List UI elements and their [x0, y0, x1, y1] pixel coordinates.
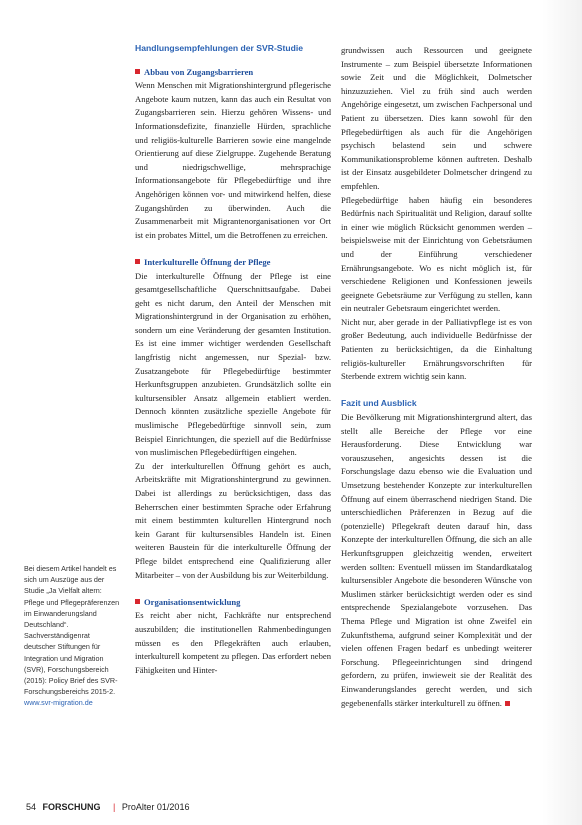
subsection-heading — [135, 66, 331, 80]
subsection-heading — [135, 596, 331, 610]
heading-bullet-icon — [135, 259, 140, 264]
footer-magazine: ProAlter 01/2016 — [121, 802, 190, 812]
source-link[interactable]: www.svr-migration.de — [24, 698, 93, 708]
body-paragraph — [135, 609, 331, 677]
body-paragraph-text: Die interkulturelle Öffnung der Pflege ist eine gesamtgesellschaftliche Querschnittsaufgabe. Dabei geht es nicht darum, den Anteil der Menschen mit Migrationshintergrund in der Organisation zu erhöhen, sondern um eine Veränderung der gesamten Institution. Es ist eine immer wichtiger werdenden Gesellschaft langfristig nicht angemessen, nur Spezial- bzw. Zusatzangebote für Pflegebedürftige bestimmter Herkunftsgruppen anzubieten. Grundsätzlich sollte ein kultursensibler Ansatz allgemein etabliert werden. Dennoch könnten zusätzliche spezielle Angebote für muslimische Pflegebedürftige sinnvoll sein, zum Beispiel Einrichtungen, die speziell auf die Bedürfnisse von muslimischen Pflegebedürftigen eingehen. — [135, 270, 331, 458]
body-paragraph-text: grundwissen auch Ressourcen und geeignete Instrumente – zum Beispiel übersetzte Informationen sowie Zeit und die Möglichkeit, Dolmetscher hinzuzuziehen. Viel zu früh sind auch werden Angehörige eingesetzt, um zwischen Fachpersonal und Patient zu übersetzen. Dies kann sowohl für den Pflegebedürftigen als auch für die Angehörigen psychisch belastend sein und schwere Kommunikationsprobleme können auftreten. Deshalb ist der Einsatz ausgebildeter Dolmetscher dringend zu empfehlen. — [341, 45, 532, 191]
body-paragraph-text: Wenn Menschen mit Migrationshintergrund pflegerische Angebote kaum nutzen, kann das auch ein Resultat von Zugangsbarrieren sein. Hierzu gehören Wissens- und Informationsdefizite, finanzielle Hürden, sprachliche und religiös-kulturelle Barrieren sowie eine mangelnde Orientierung auf diese Zielgruppe. Zugehende Beratung und niedrigschwellige, mehrsprachige Informationsangebote für Pflegebedürftige und ihre Angehörigen können vor- und mitwirkend helfen, diese Zugangshürden zu überwinden. Auch die Zusammenarbeit mit Migrantenorganisationen vor Ort ist ein probates Mittel, um die Betroffenen zu erreichen. — [135, 80, 331, 240]
body-paragraph-text: Die Bevölkerung mit Migrationshintergrund altert, das stellt alle Bereiche der Pflege vor eine Herausforderung. Diese Entwicklung war vorauszusehen, angesichts dessen ist die Forschungslage dazu ebenso wie die Evaluation und Umsetzung bestehender Konzepte zur interkulturellen Öffnung auf einem überraschend niedrigen Stand. Die unterschiedlichen Präferenzen in Bezug auf die (potenzielle) Pflegekraft deuten darauf hin, dass Konzepte der interkulturellen Öffnung, die sich an alle Herkunftsgruppen gleichzeitig wenden, erweitert werden sollten: Eventuell müssen im Standardkatalog kultursensibler Angebote die besonderen Wünsche von Muslimen stärker berücksichtigt werden oder es sind entsprechende Spezialangebote vorzusehen. Das Thema Pflege und Migration ist ohne Zweifel ein Zukunftsthema, aufgrund seiner Komplexität und der vielen offenen Fragen bedarf es unbedingt weiterer Forschung. Pflegeeinrichtungen sind dringend gefordern, zu prüfen, inwieweit sie der Realität des Einwanderungslandes gerecht werden, und sich gegebenenfalls stärker interkulturell zu öffnen. — [341, 412, 532, 708]
heading-bullet-icon — [135, 69, 140, 74]
body-paragraph-text: Pflegebedürftige haben häufig ein besonderes Bedürfnis nach Spiritualität und Religion, darauf sollte in einer wie möglich Rücksicht genommen werden – beispielsweise mit der Einrichtung von Gebetsräumen und der Einführung verschiedener Ernährungsangebote. Wo es nicht möglich ist, für verschiedene Religionen und Konfessionen jeweils geeignete Gebetsräume zur Verfügung zu stellen, kann ein neutraler Gebetsraum eingerichtet werden. — [341, 194, 532, 314]
section-title: Handlungsempfehlungen der SVR-Studie — [135, 43, 304, 53]
body-paragraph — [135, 460, 331, 582]
page-edge-shadow — [542, 0, 582, 825]
body-paragraph — [135, 270, 331, 460]
body-paragraph-text: Nicht nur, aber gerade in der Palliativpflege ist es von großer Bedeutung, auch individuelle Bedürfnisse der Patienten zu berücksichtigen, da die Einhaltung religiös-kultureller Ernährungsvorschriften für Sterbende extrem wichtig sein kann. — [341, 316, 532, 382]
source-note-text: Bei diesem Artikel handelt es sich um Auszüge aus der Studie „Ja Vielfalt altern: Pflege und Pflegepräferenzen im Einwanderungsland Deutschland“. Sachverständigenrat deutscher Stiftungen für Integration und Migration (SVR), Forschungsbereich (2015): Policy Brief des SVR-Forschungsbereichs 2015-2. — [24, 564, 120, 697]
body-paragraph — [341, 44, 532, 194]
middle-column-content — [135, 66, 331, 678]
paragraph-gap — [341, 384, 532, 398]
article-column-middle — [135, 42, 331, 677]
article-end-icon — [505, 701, 510, 706]
subsection-heading-text: Interkulturelle Öffnung der Pflege — [144, 256, 271, 267]
body-paragraph — [341, 316, 532, 384]
body-paragraph — [341, 194, 532, 316]
subsection-heading-text: Organisationsentwicklung — [144, 596, 241, 607]
body-paragraph-text: Zu der interkulturellen Öffnung gehört es auch, Arbeitskräfte mit Migrationshintergrund zu gewinnen. Dabei ist allerdings zu berücksichtigen, dass das Beherrschen einer bestimmten Sprache oder Erfahrung mit einem bestimmten kulturellen Hintergrund noch kein Garant für kultursensibles Handeln ist. Einen weiteren Baustein für die interkulturelle Öffnung der Pflege bildet entsprechend eine Qualifizierung aller Mitarbeiter – von der Ausbildung bis zur Weiterbildung. — [135, 460, 331, 580]
right-column-content — [341, 44, 532, 710]
paragraph-gap — [135, 242, 331, 256]
footer-section: FORSCHUNG — [42, 802, 101, 812]
conclusion-heading: Fazit und Ausblick — [341, 398, 417, 409]
article-column-right — [341, 44, 532, 710]
source-note — [24, 563, 120, 709]
paragraph-gap — [135, 582, 331, 596]
body-paragraph-text: Es reicht aber nicht, Fachkräfte nur entsprechend auszubilden; die institutionellen Rahmenbedingungen müssen es den Pflegekräften auch erlauben, interkulturell kompetent zu pflegen. Das erfordert neben Fähigkeiten und Hinter- — [135, 610, 331, 675]
page-number: 54 — [26, 802, 37, 812]
body-paragraph — [135, 79, 331, 242]
body-paragraph — [341, 411, 532, 710]
footer-separator: | — [113, 802, 116, 812]
page-footer — [26, 802, 189, 812]
heading-bullet-icon — [135, 599, 140, 604]
subsection-heading — [135, 256, 331, 270]
subsection-heading-text: Abbau von Zugangsbarrieren — [144, 66, 254, 77]
